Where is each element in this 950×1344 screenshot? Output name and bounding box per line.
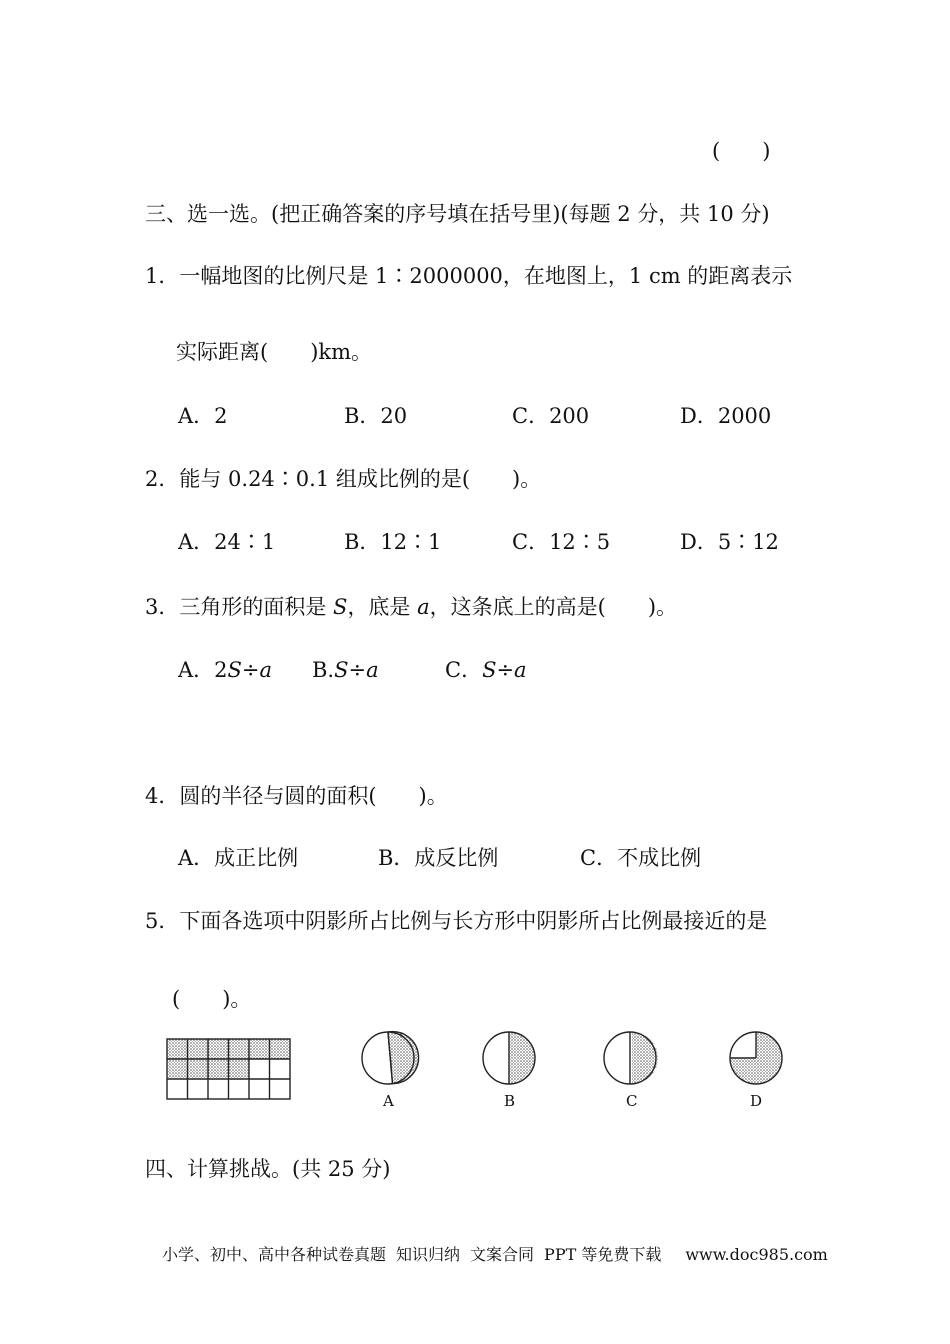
figure-label-b: B: [504, 1092, 516, 1110]
q3-option-a-expr: S÷a: [227, 658, 273, 682]
q1-text-line2: 实际距离( )km。: [176, 340, 373, 364]
footer-part1: 小学、初中、高中各种试卷真题: [162, 1245, 387, 1264]
footer-part2: 知识归纳: [396, 1245, 461, 1264]
q2-option-d: D．5∶12: [680, 530, 779, 554]
q1-option-c: C．200: [512, 404, 590, 428]
q4-option-a: A．成正比例: [178, 846, 299, 870]
footer-part4: PPT 等免费下载: [544, 1245, 662, 1264]
q3-option-b-expr: S÷a: [334, 658, 379, 682]
q3-var-a: a: [417, 595, 430, 619]
figure-label-c: C: [626, 1092, 638, 1110]
figure-label-d: D: [750, 1092, 763, 1110]
q1-option-d: D．2000: [680, 404, 772, 428]
section4-heading: 四、计算挑战。(共 25 分): [145, 1157, 391, 1181]
grid-rectangle: [167, 1039, 290, 1099]
q4-option-c: C．不成比例: [580, 846, 702, 870]
q2-option-a: A．24∶1: [178, 530, 276, 554]
answer-paren: ( ): [712, 139, 771, 163]
q3-option-b-label: B.: [312, 658, 335, 682]
q3-mid: ，底是: [347, 595, 418, 619]
q3-option-b: [312, 656, 379, 684]
q3-var-s: S: [333, 595, 348, 619]
q3-option-a-label: A．2: [178, 658, 228, 682]
q3-option-c: [445, 656, 527, 684]
circle-option-a: [362, 1032, 419, 1084]
q4-text: 4．圆的半径与圆的面积( )。: [145, 784, 448, 808]
q2-text: 2．能与 0.24∶0.1 组成比例的是( )。: [145, 467, 542, 491]
q2-option-c: C．12∶5: [512, 530, 611, 554]
section3-heading: 三、选一选。(把正确答案的序号填在括号里)(每题 2 分，共 10 分): [145, 202, 770, 226]
q3-suffix: ，这条底上的高是( )。: [429, 595, 678, 619]
q1-option-a: A．2: [178, 404, 228, 428]
circle-option-d: [730, 1032, 782, 1084]
q3-option-a: [178, 656, 272, 684]
circle-option-c: [604, 1032, 658, 1084]
q2-option-b: B．12∶1: [344, 530, 442, 554]
footer-part3: 文案合同: [470, 1245, 535, 1264]
q1-option-b: B．20: [344, 404, 408, 428]
q5-text-line1: 5．下面各选项中阴影所占比例与长方形中阴影所占比例最接近的是: [145, 909, 768, 933]
q3-option-c-label: C．: [445, 658, 483, 682]
q1-text-line1: 1．一幅地图的比例尺是 1∶2000000，在地图上，1 cm 的距离表示: [145, 264, 793, 288]
circle-option-b: [483, 1032, 535, 1084]
q5-figures: [160, 1030, 800, 1115]
footer-site-link[interactable]: www.doc985.com: [685, 1245, 828, 1264]
figure-label-a: A: [383, 1092, 394, 1110]
q4-option-b: B．成反比例: [378, 846, 499, 870]
q5-text-line2: ( )。: [172, 987, 252, 1011]
q3-option-c-expr: S÷a: [482, 658, 527, 682]
q3-text: [145, 593, 677, 621]
page-footer: [162, 1244, 828, 1266]
q3-prefix: 3．三角形的面积是: [145, 595, 334, 619]
